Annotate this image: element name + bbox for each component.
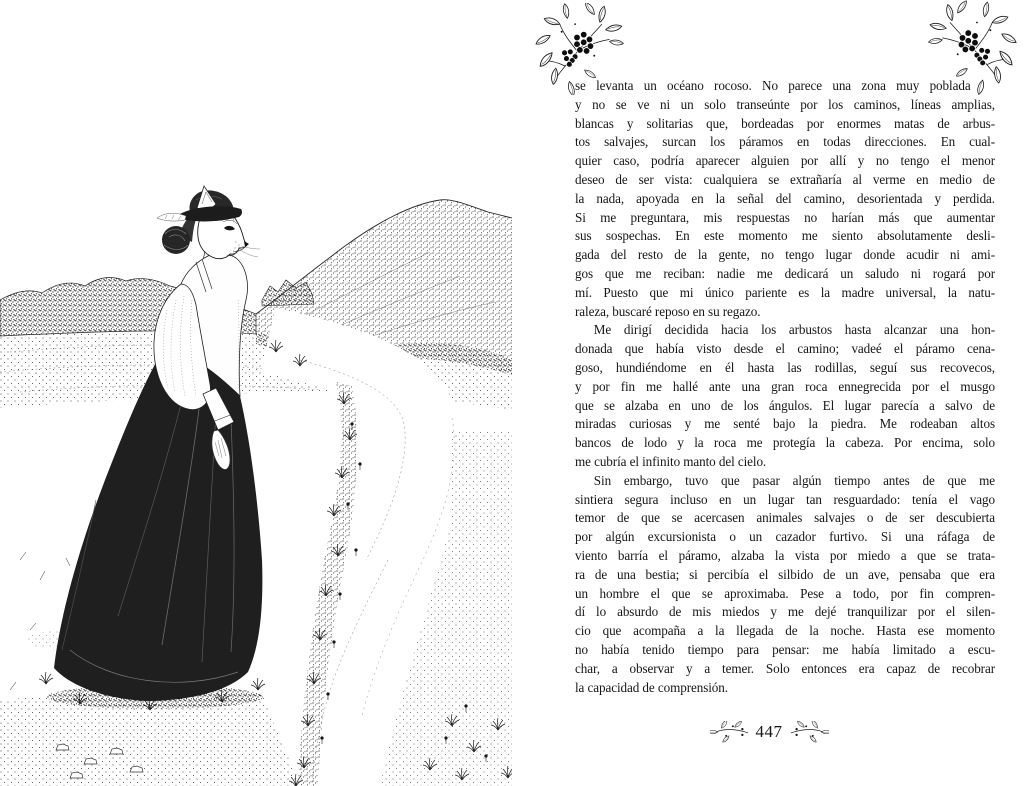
text-line: quier caso, podría aparecer alguien por allí y no tengo el menor — [575, 154, 996, 170]
text-line: tos salvajes, surcan los páramos en todas direcciones. En cual- — [575, 135, 996, 151]
text-line: goso, hundiéndome en él hasta las rodillas, seguí sus recovecos, — [575, 360, 996, 376]
text-line: que se alzaba en uno de los ángulos. El lugar parecía a salvo de — [575, 398, 996, 414]
text-line: Me dirigí decidida hacia los arbustos hasta alcanzar una hon- — [593, 323, 996, 339]
vine-ornament-left-icon — [710, 721, 750, 743]
text-line: raleza, buscaré reposo en su regazo. — [575, 304, 761, 320]
text-line: miradas curiosas y me senté bajo la piedra. Me rodeaban altos — [575, 417, 996, 433]
text-line: ra de una bestia; si percibía el silbido de un ave, pensaba que era — [575, 567, 996, 583]
text-line: bancos de lodo y la roca me protegía la cabeza. Por encima, solo — [575, 436, 996, 452]
right-page — [512, 0, 1024, 786]
text-line: deseo de ser vista: cualquiera se extrañaría al verme en medio de — [575, 172, 996, 188]
page-footer — [575, 719, 963, 745]
text-line: y no se ve ni un solo transeúnte por los caminos, líneas amplias, — [575, 97, 996, 113]
hat-feather — [157, 213, 186, 221]
text-line: se levanta un océano rocoso. No parece una zona muy poblada — [575, 79, 971, 94]
text-line: la capacidad de comprensión. — [575, 680, 728, 696]
text-line: gada del resto de la gente, no tengo lugar donde acudir ni ami- — [575, 248, 996, 264]
text-line: donada que había visto desde el camino; vadeé el páramo cena- — [575, 342, 996, 358]
text-line: un hombre el que se aproximaba. Pese a todo, por fin compren- — [575, 586, 996, 602]
text-line: char, a observar y a temer. Solo entonces era capaz de recobrar — [575, 661, 996, 677]
text-line: por algún excursionista o un cazador furtivo. Si una ráfaga de — [575, 530, 996, 546]
text-line: no había tenido tiempo para pensar: me había limitado a escu- — [575, 642, 996, 658]
text-line: y por fin me hallé ante una gran roca ennegrecida por el musgo — [575, 379, 996, 395]
page-number: 447 — [755, 722, 783, 741]
body-text — [575, 78, 995, 698]
text-line: temor de que se acercasen animales salvajes o de ser descubierta — [575, 511, 996, 527]
text-line: sintiera segura incluso en un lugar tan resguardado: tenía el vago — [575, 492, 996, 508]
text-line: dí lo absurdo de mis miedos y me dejé tranquilizar por el silen- — [575, 605, 996, 621]
text-line: sus sospechas. En este momento me siento absolutamente desli- — [575, 229, 996, 245]
rocky-saddle — [262, 280, 314, 306]
text-line: viento barría el páramo, alzaba la vista por miedo a que se trata- — [575, 548, 996, 564]
text-line: Sin embargo, tuvo que pasar algún tiempo antes de que me — [593, 473, 996, 489]
text-line: cio que acompaña a la llegada de la noche. Hasta ese momento — [575, 624, 996, 640]
hair-bun — [162, 226, 190, 254]
text-line: me cubría el infinito manto del cielo. — [575, 454, 767, 470]
text-line: blancas y solitarias que, bordeadas por enormes matas de arbus- — [575, 116, 996, 132]
vine-ornament-right-icon — [789, 721, 829, 743]
text-line: gos que me reciban: nadie me dedicará un saludo ni rogará por — [575, 266, 996, 282]
text-line: mí. Puesto que mi único pariente es la madre universal, la natu- — [575, 285, 996, 301]
cat-woman-figure — [54, 186, 262, 701]
text-line: Si me preguntara, mis respuestas no harían más que aumentar — [575, 210, 996, 226]
text-line: la nada, apoyada en la señal del camino, desorientada y perdida. — [575, 191, 996, 207]
